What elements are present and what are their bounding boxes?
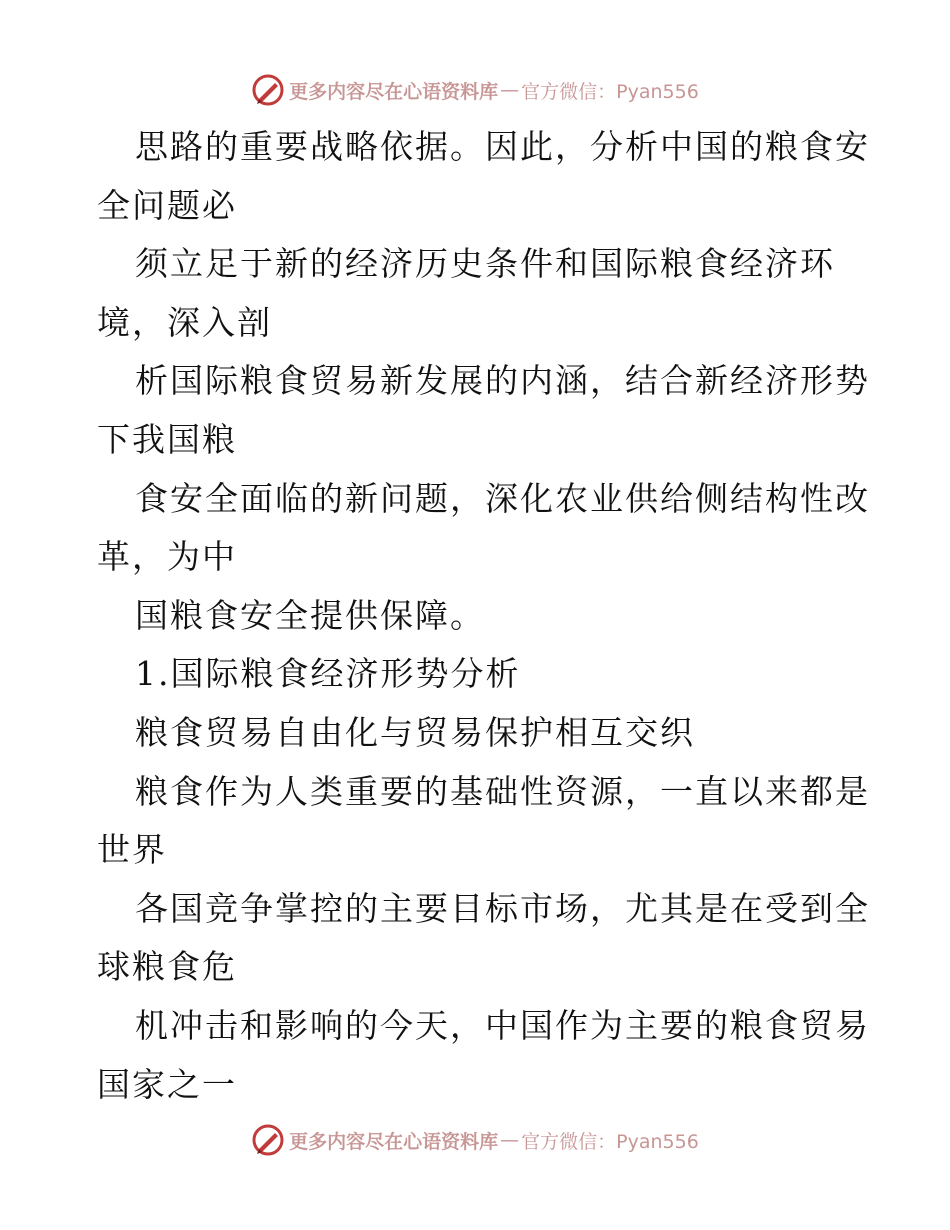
header-wechat-text: 官方微信：Pyan556 (521, 80, 699, 103)
pen-logo-icon (251, 73, 285, 107)
footer-dash: — (500, 1129, 520, 1151)
text-line: 境，深入剖 (97, 302, 272, 342)
footer-watermark (0, 1122, 950, 1158)
text-line: 析国际粮食贸易新发展的内涵，结合新经济形势 (135, 361, 870, 401)
text-line: 革，为中 (97, 537, 237, 577)
text-line: 球粮食危 (97, 947, 237, 987)
document-body (97, 118, 870, 1114)
header-brand-text: 更多内容尽在心语资料库 (289, 80, 499, 103)
text-line: 食安全面临的新问题，深化农业供给侧结构性改 (135, 478, 870, 518)
text-line: 国粮食安全提供保障。 (135, 595, 485, 635)
text-line: 机冲击和影响的今天，中国作为主要的粮食贸易 (135, 1005, 870, 1045)
header-dash: — (500, 79, 520, 101)
header-watermark (0, 72, 950, 108)
text-line: 粮食作为人类重要的基础性资源，一直以来都是 (135, 771, 870, 811)
text-line: 国家之一 (97, 1064, 237, 1104)
footer-brand-text: 更多内容尽在心语资料库 (289, 1130, 499, 1153)
text-line: 全问题必 (97, 185, 237, 225)
text-line: 1.国际粮食经济形势分析 (135, 654, 521, 694)
pen-logo-icon (251, 1123, 285, 1157)
text-line: 粮食贸易自由化与贸易保护相互交织 (135, 712, 695, 752)
text-line: 下我国粮 (97, 419, 237, 459)
text-line: 须立足于新的经济历史条件和国际粮食经济环 (135, 244, 835, 284)
text-line: 各国竞争掌控的主要目标市场，尤其是在受到全 (135, 888, 870, 928)
text-line: 世界 (97, 830, 167, 870)
text-line: 思路的重要战略依据。因此，分析中国的粮食安 (135, 127, 870, 166)
footer-wechat-text: 官方微信：Pyan556 (521, 1130, 699, 1153)
